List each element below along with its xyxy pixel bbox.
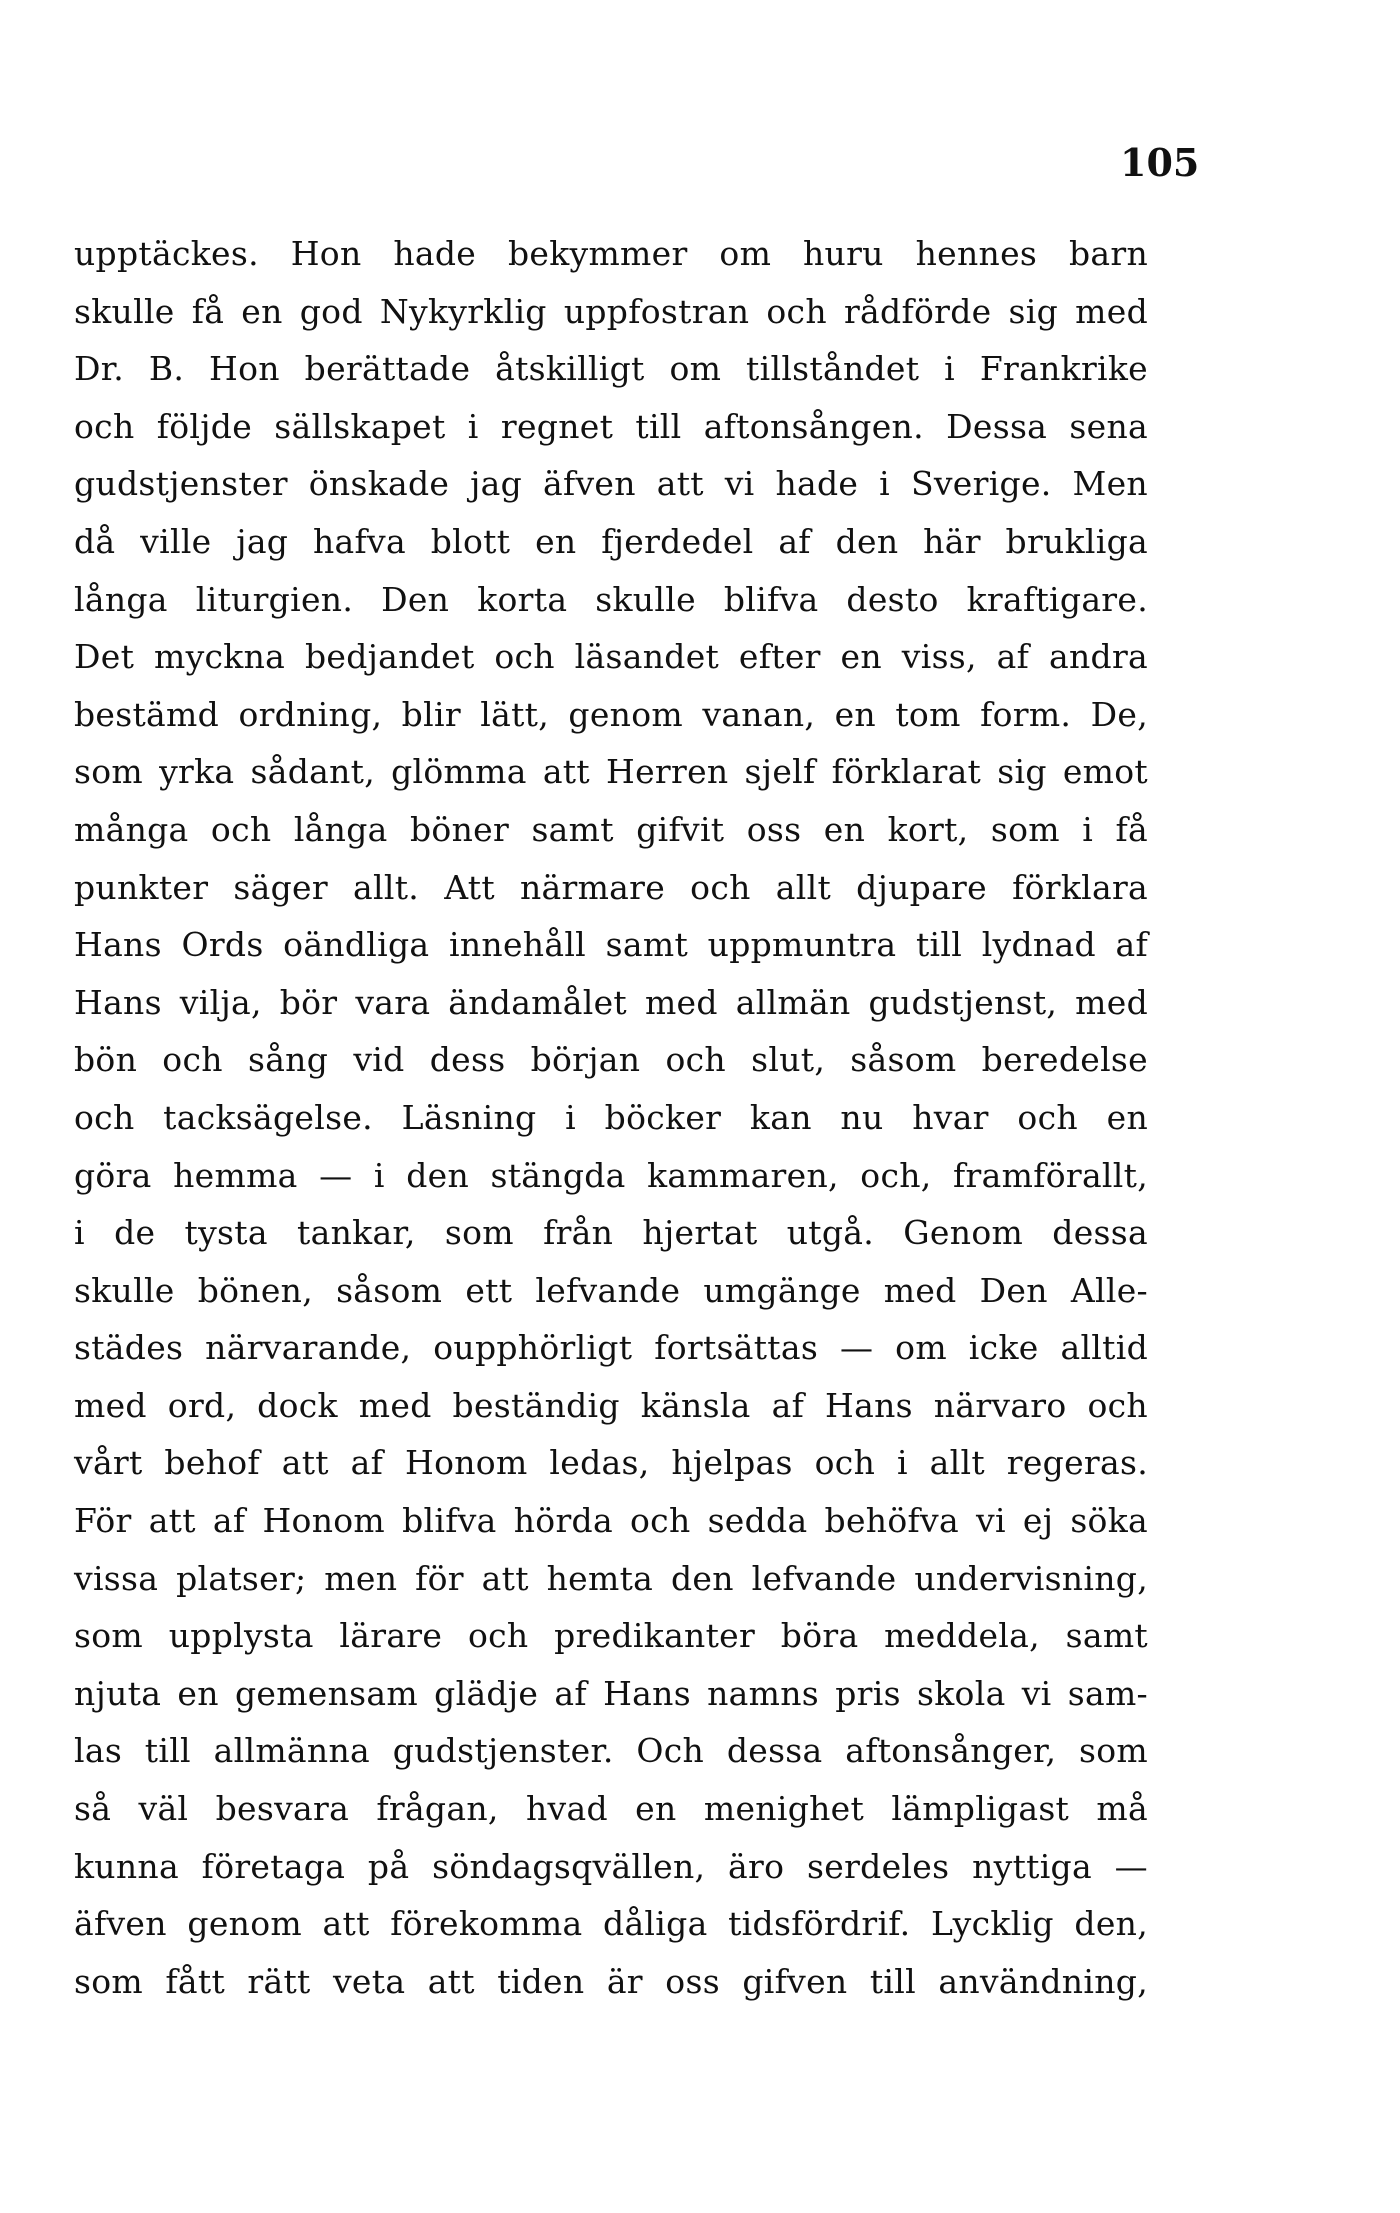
text-line: För att af Honom blifva hörda och sedda behöfva vi ej söka [74, 1501, 1148, 1541]
page-number: 105 [1120, 140, 1200, 185]
text-line: göra hemma — i den stängda kammaren, och, framförallt, [74, 1155, 1148, 1195]
text-line: Dr. B. Hon berättade åtskilligt om tillståndet i Frankrike [74, 349, 1148, 389]
text-line: städes närvarande, oupphörligt fortsättas — om icke alltid [74, 1328, 1148, 1368]
text-line: vissa platser; men för att hemta den lefvande undervisning, [74, 1558, 1148, 1598]
text-line: så väl besvara frågan, hvad en menighet lämpligast må [74, 1789, 1148, 1829]
text-line: vårt behof att af Honom ledas, hjelpas och i allt regeras. [74, 1443, 1148, 1483]
text-line: och följde sällskapet i regnet till aftonsången. Dessa sena [74, 406, 1148, 446]
text-line: upptäckes. Hon hade bekymmer om huru hennes barn [74, 234, 1148, 273]
text-line: Hans vilja, bör vara ändamålet med allmän gudstjenst, med [74, 982, 1148, 1022]
text-line: las till allmänna gudstjenster. Och dessa aftonsånger, som [74, 1731, 1148, 1771]
text-line: många och långa böner samt gifvit oss en kort, som i få [74, 809, 1148, 849]
text-line: då ville jag hafva blott en fjerdedel af den här brukliga [74, 521, 1148, 561]
text-line: och tacksägelse. Läsning i böcker kan nu hvar och en [74, 1097, 1148, 1137]
text-line: bön och sång vid dess början och slut, såsom beredelse [74, 1040, 1148, 1080]
text-line: som fått rätt veta att tiden är oss gifven till användning, [74, 1961, 1148, 2001]
text-line: njuta en gemensam glädje af Hans namns pris skola vi sam- [74, 1673, 1148, 1713]
text-line: skulle få en god Nykyrklig uppfostran och rådförde sig med [74, 291, 1148, 331]
text-line: kunna företaga på söndagsqvällen, äro serdeles nyttiga — [74, 1846, 1148, 1886]
text-line: äfven genom att förekomma dåliga tidsfördrif. Lycklig den, [74, 1904, 1148, 1944]
text-line: med ord, dock med beständig känsla af Hans närvaro och [74, 1385, 1148, 1425]
text-line: Det myckna bedjandet och läsandet efter en viss, af andra [74, 637, 1148, 677]
text-line: bestämd ordning, blir lätt, genom vanan, en tom form. De, [74, 694, 1148, 734]
text-line: som upplysta lärare och predikanter böra meddela, samt [74, 1616, 1148, 1656]
text-line: Hans Ords oändliga innehåll samt uppmuntra till lydnad af [74, 925, 1148, 965]
text-line: punkter säger allt. Att närmare och allt djupare förklara [74, 867, 1148, 907]
text-line: långa liturgien. Den korta skulle blifva desto kraftigare. [74, 579, 1148, 619]
body-text [74, 225, 1148, 2010]
text-line: i de tysta tankar, som från hjertat utgå. Genom dessa [74, 1213, 1148, 1253]
text-line: gudstjenster önskade jag äfven att vi hade i Sverige. Men [74, 464, 1148, 504]
text-line: skulle bönen, såsom ett lefvande umgänge med Den Alle- [74, 1270, 1148, 1310]
text-line: som yrka sådant, glömma att Herren sjelf förklarat sig emot [74, 752, 1148, 792]
